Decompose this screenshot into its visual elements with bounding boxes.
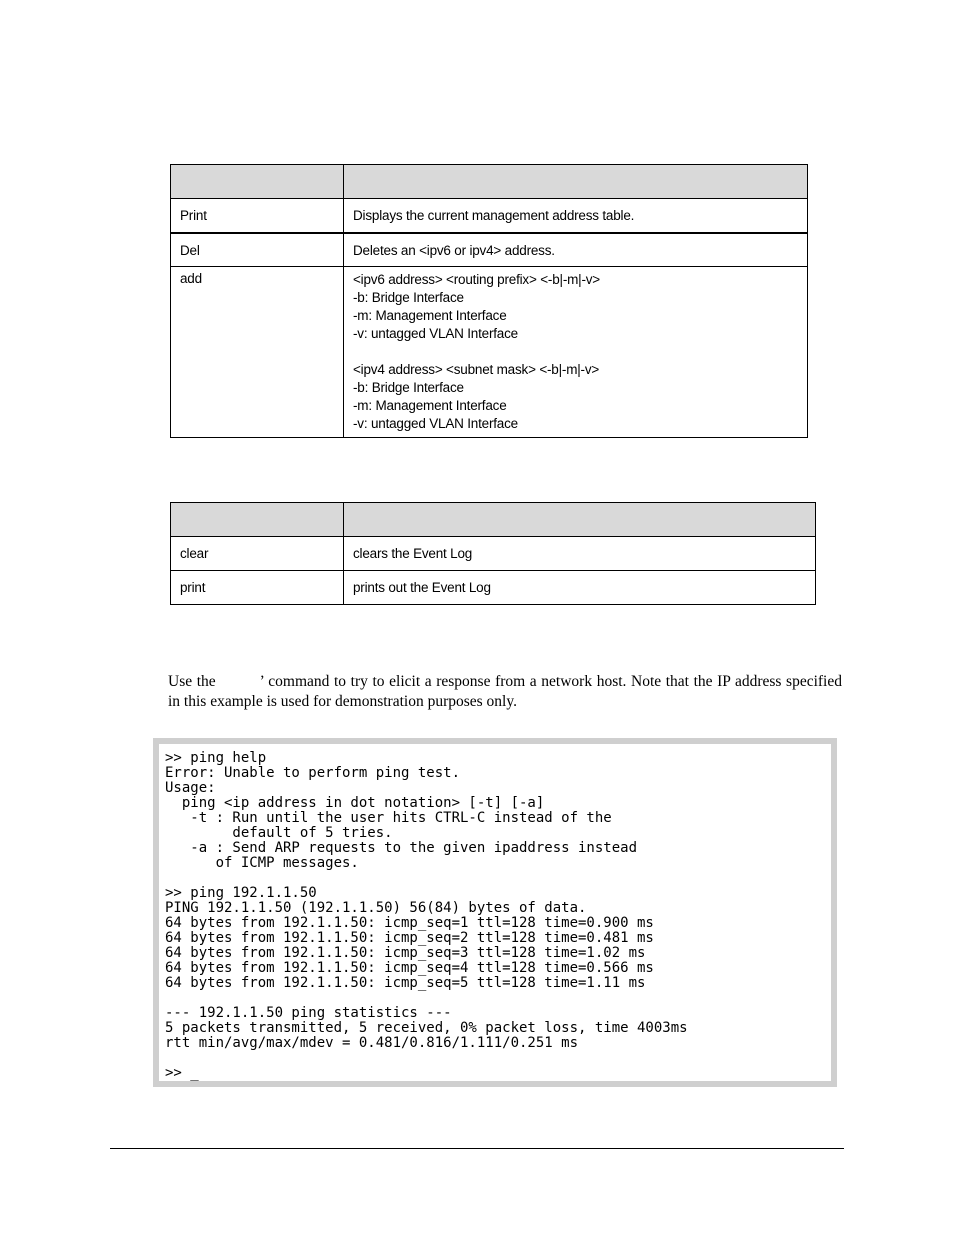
terminal-line: 64 bytes from 192.1.1.50: icmp_seq=3 ttl=128 time=1.02 ms bbox=[165, 945, 646, 961]
event-log-table bbox=[170, 502, 816, 605]
ipv6-syntax-line: <ipv6 address> <routing prefix> <-b|-m|-v> bbox=[353, 272, 600, 287]
terminal-screenshot bbox=[153, 738, 837, 1087]
terminal-line: -a : Send ARP requests to the given ipaddress instead bbox=[165, 840, 638, 856]
description-cell: Deletes an <ipv6 or ipv4> address. bbox=[344, 233, 808, 267]
table-row bbox=[171, 199, 808, 234]
option-line: -m: Management Interface bbox=[353, 398, 507, 413]
terminal-line bbox=[165, 1051, 831, 1066]
terminal-line: Error: Unable to perform ping test. bbox=[165, 765, 461, 781]
spacer bbox=[353, 343, 799, 361]
ping-description-paragraph bbox=[168, 672, 842, 711]
terminal-line: -t : Run until the user hits CTRL-C instead of the bbox=[165, 810, 612, 826]
paragraph-text-end: ’ command to try to elicit a response from a network host. Note that the IP address specified in this example is used for demonstration purposes only. bbox=[168, 673, 842, 710]
terminal-line: of ICMP messages. bbox=[165, 855, 359, 871]
table-row bbox=[171, 267, 808, 438]
terminal-output bbox=[159, 744, 831, 1081]
terminal-line: >> ping 192.1.1.50 bbox=[165, 885, 317, 901]
terminal-line bbox=[165, 991, 831, 1006]
description-cell bbox=[344, 267, 808, 438]
terminal-line: Usage: bbox=[165, 780, 216, 796]
footer-rule bbox=[110, 1148, 844, 1149]
option-line: -m: Management Interface bbox=[353, 308, 507, 323]
terminal-line: rtt min/avg/max/mdev = 0.481/0.816/1.111/0.251 ms bbox=[165, 1035, 579, 1051]
table-header-row bbox=[171, 165, 808, 199]
description-cell: prints out the Event Log bbox=[344, 571, 816, 605]
terminal-line: 64 bytes from 192.1.1.50: icmp_seq=5 ttl=128 time=1.11 ms bbox=[165, 975, 646, 991]
header-cell-description bbox=[344, 503, 816, 537]
header-cell-description bbox=[344, 165, 808, 199]
terminal-line: 64 bytes from 192.1.1.50: icmp_seq=4 ttl=128 time=0.566 ms bbox=[165, 960, 654, 976]
option-line: -b: Bridge Interface bbox=[353, 380, 464, 395]
terminal-line: 5 packets transmitted, 5 received, 0% packet loss, time 4003ms bbox=[165, 1020, 688, 1036]
table-row bbox=[171, 233, 808, 267]
terminal-line bbox=[165, 871, 831, 886]
option-line: -v: untagged VLAN Interface bbox=[353, 416, 518, 431]
option-line: -v: untagged VLAN Interface bbox=[353, 326, 518, 341]
terminal-line: --- 192.1.1.50 ping statistics --- bbox=[165, 1005, 452, 1021]
terminal-line: ping <ip address in dot notation> [-t] [-a] bbox=[165, 795, 545, 811]
command-cell: print bbox=[171, 571, 344, 605]
terminal-line: 64 bytes from 192.1.1.50: icmp_seq=2 ttl=128 time=0.481 ms bbox=[165, 930, 654, 946]
table-row bbox=[171, 537, 816, 571]
paragraph-text-start: Use the bbox=[168, 673, 216, 690]
terminal-line: 64 bytes from 192.1.1.50: icmp_seq=1 ttl=128 time=0.900 ms bbox=[165, 915, 654, 931]
table-header-row bbox=[171, 503, 816, 537]
terminal-line: default of 5 tries. bbox=[165, 825, 393, 841]
ipv4-syntax-line: <ipv4 address> <subnet mask> <-b|-m|-v> bbox=[353, 362, 600, 377]
terminal-line: PING 192.1.1.50 (192.1.1.50) 56(84) bytes of data. bbox=[165, 900, 587, 916]
table-row bbox=[171, 571, 816, 605]
terminal-line: >> ping help bbox=[165, 750, 267, 766]
command-cell: add bbox=[171, 267, 344, 438]
command-cell: Del bbox=[171, 233, 344, 267]
description-cell: Displays the current management address table. bbox=[344, 199, 808, 234]
description-cell: clears the Event Log bbox=[344, 537, 816, 571]
terminal-line: >> _ bbox=[165, 1065, 199, 1081]
management-address-table bbox=[170, 164, 808, 438]
header-cell-command bbox=[171, 165, 344, 199]
command-cell: clear bbox=[171, 537, 344, 571]
command-cell: Print bbox=[171, 199, 344, 234]
option-line: -b: Bridge Interface bbox=[353, 290, 464, 305]
header-cell-command bbox=[171, 503, 344, 537]
